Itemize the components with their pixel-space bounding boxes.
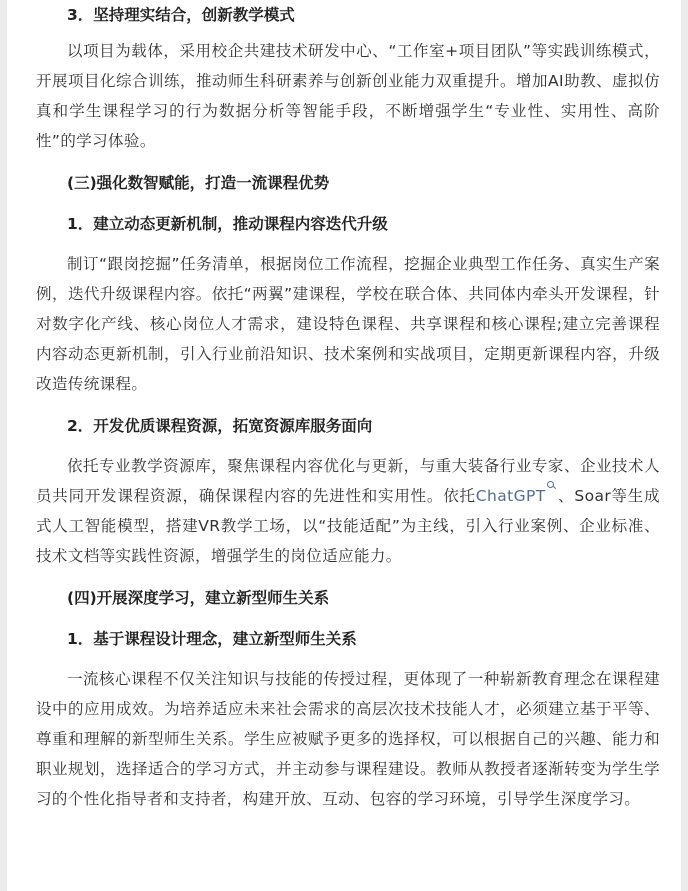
article-content — [36, 0, 660, 814]
heading-part-3-digital-empowerment: (三)强化数智赋能，打造一流课程优势 — [67, 174, 330, 192]
paragraph-text-before-link: 依托专业教学资源库，聚焦课程内容优化与更新，与重大装备行业专家、企业技术人员共同开发课程资源，确保课程内容的先进性和实用性。依托 — [36, 457, 660, 505]
heading-part-4-deep-learning: (四)开展深度学习，建立新型师生关系 — [67, 589, 330, 607]
paragraph-course-resources — [36, 451, 660, 571]
paragraph-teaching-mode: 以项目为载体，采用校企共建技术研发中心、“工作室+项目团队”等实践训练模式，开展项目化综合训练，推动师生科研素养与创新创业能力双重提升。增加AI助教、虚拟仿真和学生课程学习的行为数据分析等智能手段，不断增强学生“专业性、实用性、高阶性”的学习体验。 — [36, 42, 660, 150]
article-page — [7, 0, 681, 891]
chatgpt-search-link[interactable] — [476, 487, 558, 505]
chatgpt-link-text[interactable]: ChatGPT — [475, 487, 546, 505]
search-icon[interactable] — [547, 481, 556, 490]
heading-teacher-student-relationship: 1．基于课程设计理念，建立新型师生关系 — [67, 630, 357, 648]
paragraph-text-after-link: 、Soar等生成式人工智能模型，搭建VR教学工场，以“技能适配”为主线，引入行业案例、企业标准、技术文档等实践性资源，增强学生的岗位适应能力。 — [36, 487, 660, 565]
heading-section-3-teaching-mode: 3．坚持理实结合，创新教学模式 — [67, 6, 295, 24]
heading-course-resources: 2．开发优质课程资源，拓宽资源库服务面向 — [67, 417, 373, 435]
paragraph-teacher-student-relationship: 一流核心课程不仅关注知识与技能的传授过程，更体现了一种崭新教育理念在课程建设中的应用成效。为培养适应未来社会需求的高层次技术技能人才，必须建立基于平等、尊重和理解的新型师生关系。学生应被赋予更多的选择权，可以根据自己的兴趣、能力和职业规划，选择适合的学习方式，并主动参与课程建设。教师从教授者逐渐转变为学生学习的个性化指导者和支持者，构建开放、互动、包容的学习环境，引导学生深度学习。 — [36, 670, 660, 808]
paragraph-dynamic-update: 制订“跟岗挖掘”任务清单，根据岗位工作流程，挖掘企业典型工作任务、真实生产案例，迭代升级课程内容。依托“两翼”建课程，学校在联合体、共同体内牵头开发课程，针对数字化产线、核心岗位人才需求，建设特色课程、共享课程和核心课程;建立完善课程内容动态更新机制，引入行业前沿知识、技术案例和实战项目，定期更新课程内容，升级改造传统课程。 — [36, 255, 660, 393]
heading-dynamic-update-mechanism: 1．建立动态更新机制，推动课程内容迭代升级 — [67, 215, 388, 233]
